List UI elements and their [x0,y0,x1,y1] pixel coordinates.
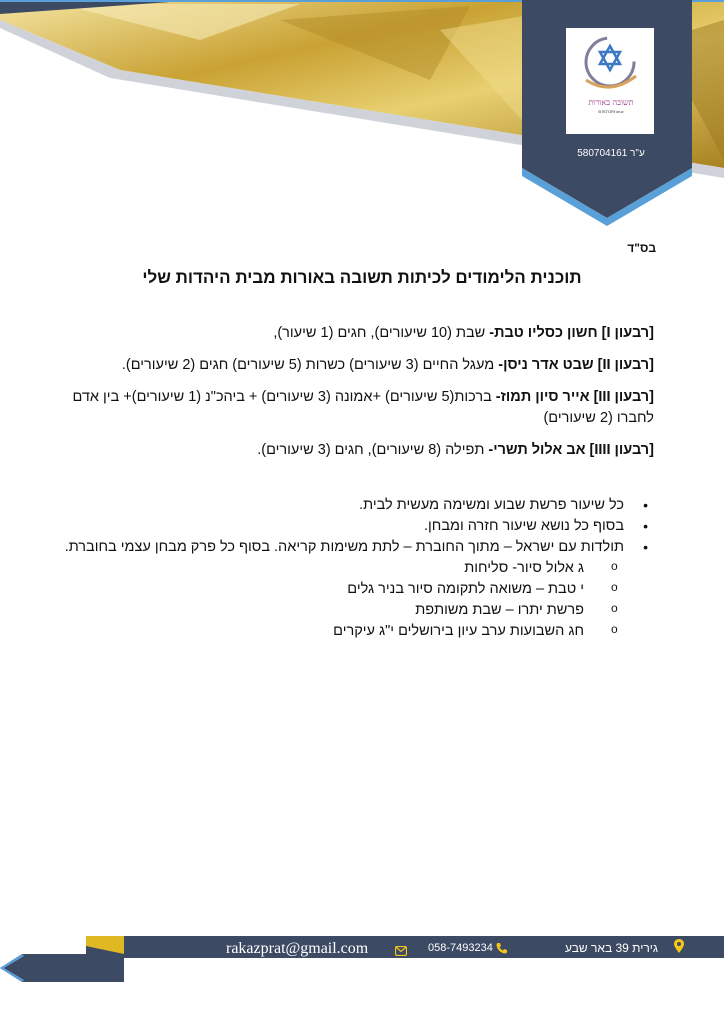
page-title: תוכנית הלימודים לכיתות תשובה באורות מבית היהדות שלי [142,268,582,287]
quarter-text: תפילה (8 שיעורים), חגים (3 שיעורים). [257,442,489,458]
logo-subtext: B'ISTORI'oruz [598,109,624,114]
sub-list-item: o פרשת יתרו – שבת משותפת [54,600,584,621]
footer-phone: 058-7493234 [428,942,493,954]
quarter-label: [רבעון II] שבט אדר ניסן- [498,357,654,373]
footer-address: גירית 39 באר שבע [565,941,658,955]
list-item-text: תולדות עם ישראל – מתוך החוברת – לתת משימות קריאה. בסוף כל פרק מבחן עצמי בחוברת. [64,539,624,555]
registration-number: ע"ר 580704161 [577,148,645,159]
logo-box [566,28,654,134]
quarter-text: מעגל החיים (3 שיעורים) כשרות (5 שיעורים) חגים (2 שיעורים). [121,357,499,373]
sub-list-item: o חג השבועות ערב עיון בירושלים י"ג עיקרים [54,621,584,642]
quarter-paragraph [54,355,654,376]
quarter-paragraph [54,440,654,461]
quarter-text: שבת (10 שיעורים), חגים (1 שיעור), [273,325,490,341]
sub-list-item: o ג אלול סיור- סליחות [54,558,584,579]
quarter-label: [רבעון IIII] אב אלול תשרי- [488,442,654,458]
star-of-david-logo-icon [566,28,654,108]
sub-bullet-list [54,558,624,642]
document-content [54,323,654,642]
bsd-mark: בס"ד [627,241,656,255]
quarter-label: [רבעון I] חשון כסליו טבת- [489,325,654,341]
footer-email[interactable]: rakazprat@gmail.com [226,940,369,957]
quarter-paragraph [54,323,654,344]
bullet-list [54,495,654,642]
quarter-paragraph [54,387,654,429]
list-item [54,537,628,642]
location-pin-icon [674,939,684,958]
list-item: • בסוף כל נושא שיעור חזרה ומבחן. [54,516,628,537]
quarter-text: ברכות(5 שיעורים) +אמונה (3 שיעורים) + ביהכ"נ (1 שיעורים)+ בין אדם לחברו (2 שיעורים) [72,389,654,426]
sub-list-item: o י טבת – משואה לתקומה סיור בניר גלים [54,579,584,600]
mail-icon [395,943,407,961]
list-item: • כל שיעור פרשת שבוע ומשימה מעשית לבית. [54,495,628,516]
logo-text: תשובה באורות [588,98,634,107]
phone-icon [496,941,508,959]
quarter-label: [רבעון III] אייר סיון תמוז- [495,389,654,405]
